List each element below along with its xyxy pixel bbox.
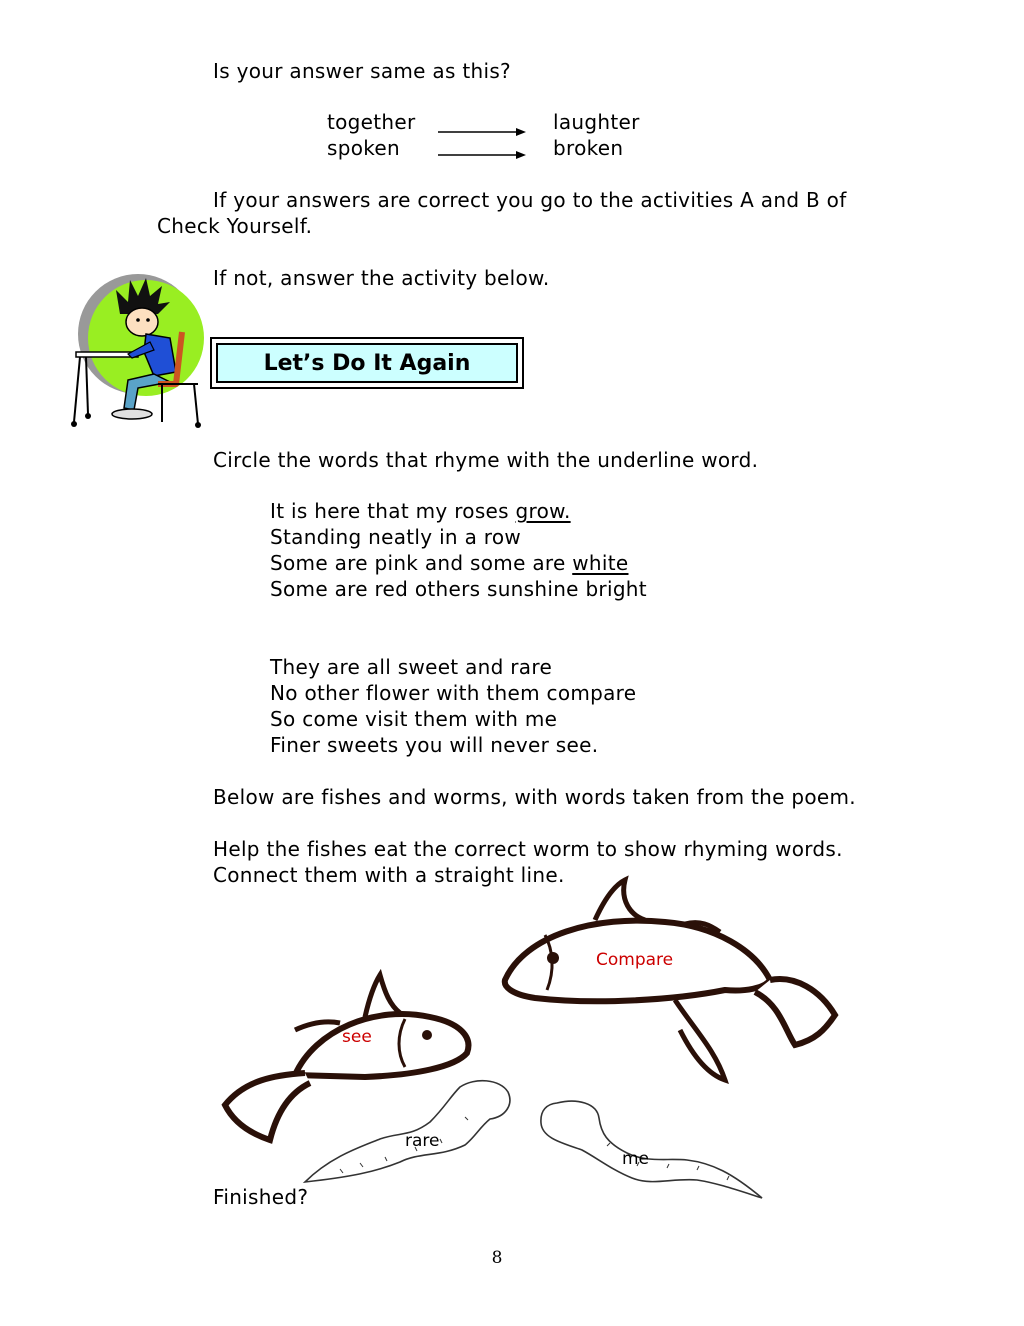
poem-line: No other flower with them compare <box>270 681 637 705</box>
activity-title: Let’s Do It Again <box>216 343 518 383</box>
right-arrow-icon <box>438 148 528 162</box>
poem-line: They are all sweet and rare <box>270 655 553 679</box>
page-number: 8 <box>491 1248 503 1268</box>
poem-line: Some are red others sunshine bright <box>270 577 647 601</box>
worm-word-label: me <box>622 1149 650 1169</box>
fish-word-label: see <box>342 1027 372 1047</box>
activity-title-box <box>210 337 524 389</box>
instruction-if-not: If not, answer the activity below. <box>213 266 550 290</box>
poem-line: Standing neatly in a row <box>270 525 522 549</box>
matching-intro: Below are fishes and worms, with words taken from the poem. <box>213 785 856 809</box>
finished-question: Finished? <box>213 1185 309 1209</box>
pair-left-word: together <box>327 110 416 134</box>
student-writing-illustration <box>58 272 218 432</box>
answer-question: Is your answer same as this? <box>213 59 511 83</box>
activity-prompt: Circle the words that rhyme with the underline word. <box>213 448 759 472</box>
worm-illustration <box>537 1098 767 1203</box>
pair-left-word: spoken <box>327 136 401 160</box>
instruction-correct-line2: Check Yourself. <box>157 214 313 238</box>
fish-illustration <box>495 880 840 1090</box>
fish-word-label: Compare <box>596 950 674 970</box>
instruction-correct-line1: If your answers are correct you go to the activities A and B of <box>213 188 847 212</box>
poem-line: It is here that my roses grow. <box>270 499 571 523</box>
right-arrow-icon <box>438 125 528 139</box>
matching-help-line1: Help the fishes eat the correct worm to show rhyming words. <box>213 837 843 861</box>
underlined-word: white <box>572 551 629 575</box>
pair-right-word: laughter <box>553 110 640 134</box>
underlined-word: grow. <box>515 499 571 523</box>
poem-line: So come visit them with me <box>270 707 558 731</box>
worm-word-label: rare <box>405 1131 440 1151</box>
poem-line: Some are pink and some are white <box>270 551 629 575</box>
pair-right-word: broken <box>553 136 624 160</box>
poem-line: Finer sweets you will never see. <box>270 733 599 757</box>
matching-help-line2: Connect them with a straight line. <box>213 863 565 887</box>
